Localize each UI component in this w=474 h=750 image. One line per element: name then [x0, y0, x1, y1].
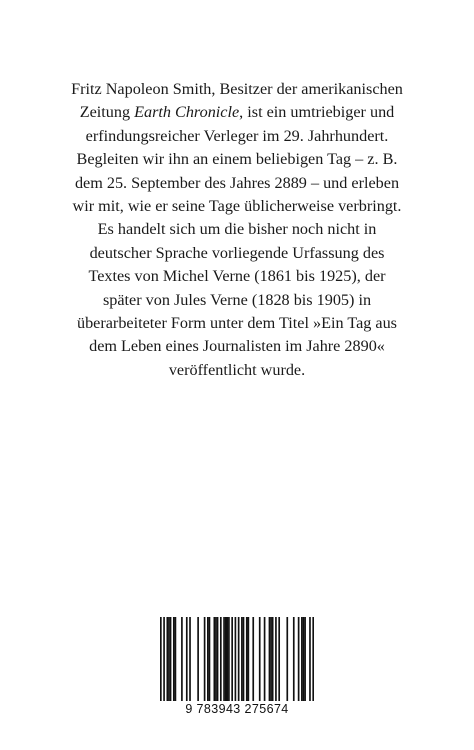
barcode-bar: [220, 617, 222, 701]
barcode-bar: [213, 617, 215, 701]
barcode-bar: [312, 617, 314, 701]
barcode-bar: [186, 617, 188, 701]
barcode-bar: [189, 617, 191, 701]
barcode-bar: [269, 617, 271, 701]
barcode-bar: [252, 617, 254, 701]
barcode-bar: [170, 617, 172, 701]
barcode-bar: [181, 617, 183, 701]
blurb-p1-end: , ist ein umtriebiger und erfindungsreicher Verleger im 29. Jahrhundert. Begleiten wir ihn an einem beliebigen Tag – z. B. dem 25. September des Jahres 2889 – und erleben wir mit, wie er seine Tage üblicherweise verbringt.: [72, 103, 402, 216]
barcode-bar: [278, 617, 280, 701]
barcode-bar: [225, 617, 227, 701]
barcode-bar: [286, 617, 288, 701]
barcode-bar: [241, 617, 243, 701]
barcode-bar: [272, 617, 274, 701]
back-cover-blurb: [70, 78, 404, 382]
barcode-bar: [197, 617, 199, 701]
barcode-bar: [275, 617, 277, 701]
blurb-paragraph-1: [70, 78, 404, 218]
barcode-bar: [166, 617, 168, 701]
barcode-bar: [228, 617, 230, 701]
barcode-bar: [309, 617, 311, 701]
blurb-paragraph-2: Es handelt sich um die bisher noch nicht in deutscher Sprache vorliegende Urfassung des Textes von Michel Verne (1861 bis 1925), der später von Jules Verne (1828 bis 1905) in überarbeiteter Form unter dem Titel »Ein Tag aus dem Leben eines Journalisten im Jahre 2890« veröffentlicht wurde.: [76, 220, 397, 379]
barcode-bar: [223, 617, 225, 701]
barcode-bar: [235, 617, 237, 701]
barcode-bar: [259, 617, 261, 701]
barcode-bar: [175, 617, 177, 701]
barcode-bar: [264, 617, 266, 701]
newspaper-title: Earth Chronicle: [134, 103, 240, 122]
barcode-bar: [293, 617, 295, 701]
barcode-bar: [173, 617, 175, 701]
barcode-bar: [298, 617, 300, 701]
barcode-bar: [207, 617, 209, 701]
barcode-bar: [243, 617, 245, 701]
barcode-bar: [238, 617, 240, 701]
barcode-bars: [160, 617, 314, 701]
barcode-bar: [248, 617, 250, 701]
barcode-bar: [304, 617, 306, 701]
barcode-bar: [209, 617, 211, 701]
barcode-bar: [246, 617, 248, 701]
barcode-bar: [231, 617, 233, 701]
isbn-number: 9 783943 275674: [185, 702, 289, 716]
barcode-bar: [204, 617, 206, 701]
blurb-p1-start: Fritz Napoleon Smith, Besitzer der amerikanischen Zeitung: [71, 80, 403, 122]
barcode-bar: [163, 617, 165, 701]
barcode-bar: [303, 617, 305, 701]
barcode-bar: [301, 617, 303, 701]
isbn-barcode: [160, 617, 314, 716]
barcode-bar: [217, 617, 219, 701]
barcode-bar: [226, 617, 228, 701]
barcode-bar: [168, 617, 170, 701]
barcode-bar: [270, 617, 272, 701]
barcode-bar: [160, 617, 162, 701]
barcode-bar: [215, 617, 217, 701]
